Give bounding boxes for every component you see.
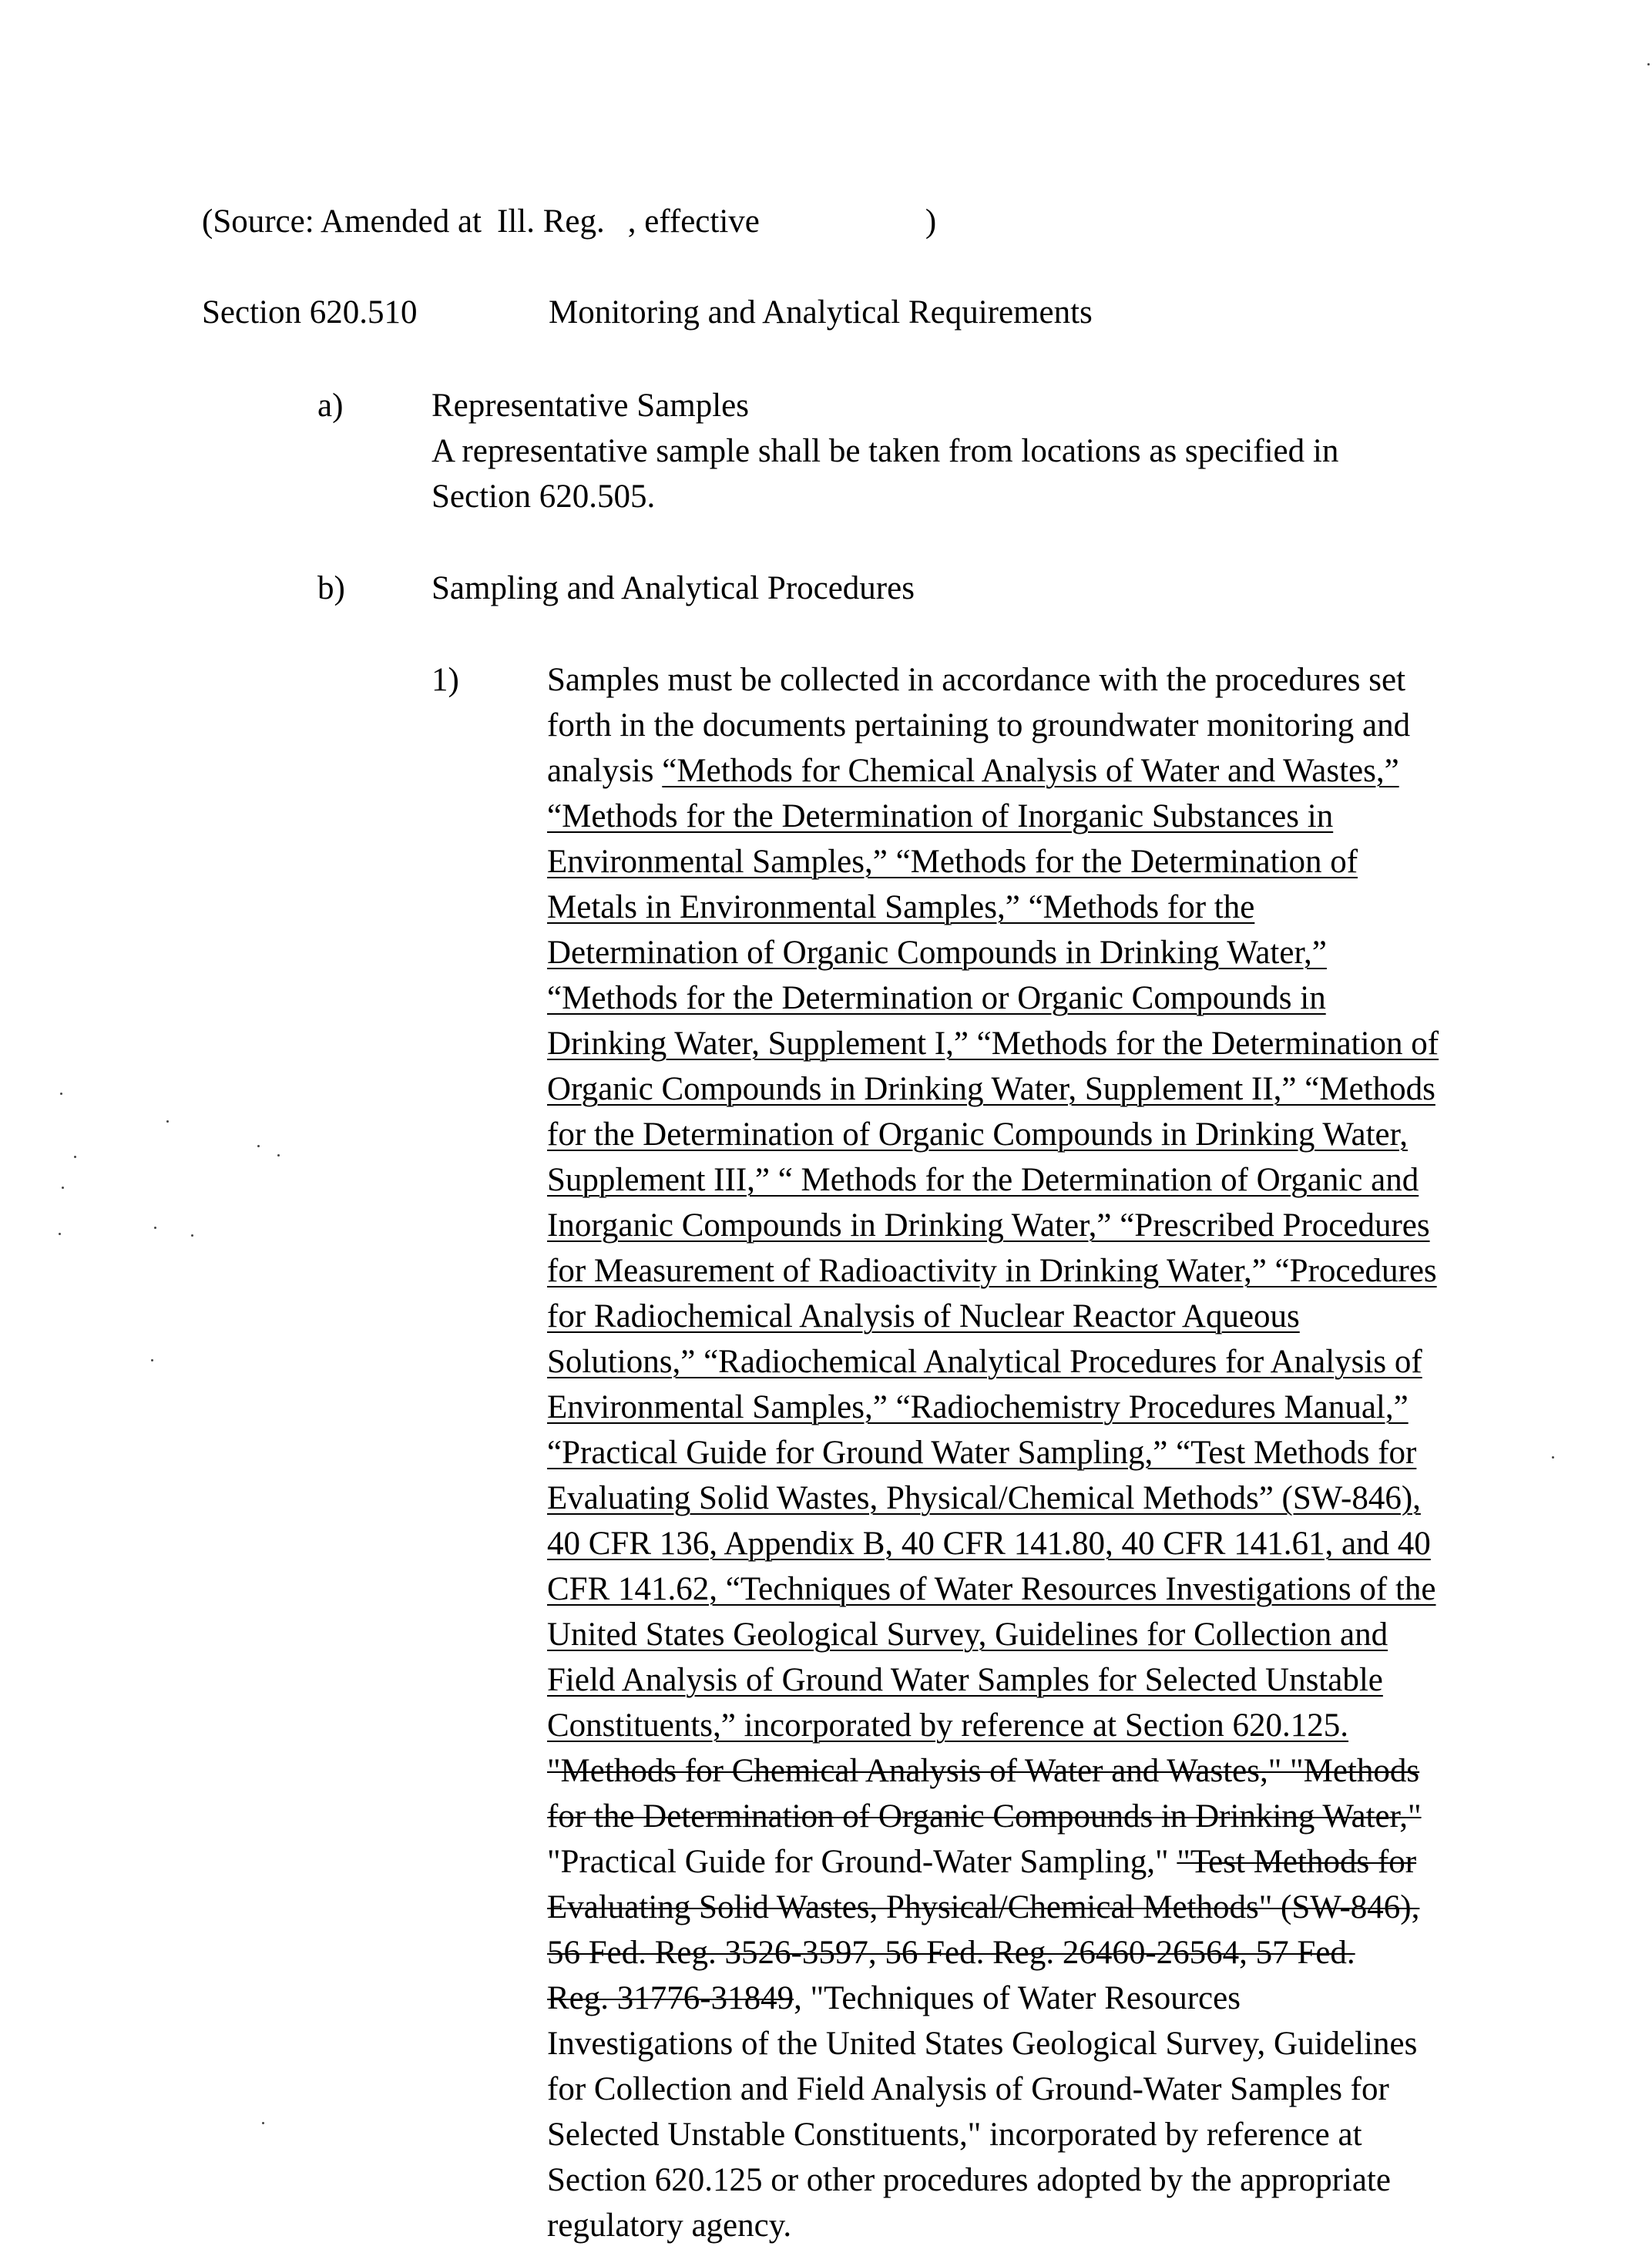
subitem-1-body [547,657,1626,2248]
inserted-text: Inorganic Compounds in Drinking Water,” “Prescribed Procedures [547,1207,1430,1244]
source-note [202,199,936,244]
body-text: "Practical Guide for Ground-Water Sampling," [547,1844,1177,1880]
inserted-text: 40 CFR 136, Appendix B, 40 CFR 141.80, 40 CFR 141.61, and 40 [547,1526,1431,1562]
body-line [547,703,1626,748]
scan-speck [74,1156,76,1158]
body-line [547,930,1626,975]
body-line [547,1976,1626,2021]
body-line [547,657,1626,703]
scan-speck [59,1233,61,1235]
scan-speck [1647,63,1650,65]
section-title: Monitoring and Analytical Requirements [549,294,1093,331]
body-text: regulatory agency. [547,2207,792,2244]
deleted-text: Reg. 31776-31849 [547,1980,794,2016]
subitem-1-label: 1) [431,662,459,698]
body-text: Samples must be collected in accordance with the procedures set [547,662,1406,698]
inserted-text: Evaluating Solid Wastes, Physical/Chemical Methods” (SW-846), [547,1480,1421,1516]
inserted-text: “Methods for the Determination of Inorganic Substances in [547,798,1334,834]
item-a-title: Representative Samples [431,388,749,424]
scan-speck [60,1093,62,1095]
body-line [547,1612,1626,1657]
body-line [547,1475,1626,1521]
inserted-text: Determination of Organic Compounds in Drinking Water,” [547,935,1327,971]
body-line [547,1294,1626,1339]
deleted-text: for the Determination of Organic Compounds in Drinking Water," [547,1798,1422,1835]
item-a-text-line: A representative sample shall be taken from locations as specified in [431,433,1339,469]
inserted-text: Constituents,” incorporated by reference at Section 620.125. [547,1707,1349,1744]
body-line [547,1021,1626,1066]
body-line [547,1566,1626,1612]
body-line [547,1066,1626,1112]
body-text: , "Techniques of Water Resources [794,1980,1241,2016]
body-line [547,839,1626,885]
inserted-text: Drinking Water, Supplement I,” “Methods for the Determination of [547,1026,1439,1062]
body-text: Selected Unstable Constituents," incorporated by reference at [547,2117,1362,2153]
body-line [547,1339,1626,1385]
body-text: forth in the documents pertaining to groundwater monitoring and [547,707,1411,744]
body-line [547,1794,1626,1839]
scan-speck [257,1145,260,1147]
body-line [547,748,1626,794]
inserted-text: Metals in Environmental Samples,” “Methods for the [547,889,1255,925]
body-line [547,794,1626,839]
body-line [547,2021,1626,2066]
body-line [547,1748,1626,1794]
body-line [547,1385,1626,1430]
item-b-label: b) [317,570,345,606]
scan-speck [1552,1456,1554,1459]
body-line [547,2066,1626,2112]
inserted-text: CFR 141.62, “Techniques of Water Resources Investigations of the [547,1571,1436,1607]
item-a-label: a) [317,388,344,424]
body-line [547,1885,1626,1930]
scan-speck [191,1234,193,1237]
body-line [547,975,1626,1021]
scan-speck [154,1227,156,1229]
body-text: analysis [547,753,663,789]
inserted-text: Supplement III,” “ Methods for the Determination of Organic and [547,1162,1419,1198]
body-line [547,1203,1626,1248]
inserted-text: Environmental Samples,” “Radiochemistry Procedures Manual,” [547,1389,1409,1425]
body-line [547,1839,1626,1885]
body-line [547,2157,1626,2203]
scan-speck [62,1187,64,1189]
inserted-text: for Radiochemical Analysis of Nuclear Reactor Aqueous [547,1298,1300,1334]
item-b-title: Sampling and Analytical Procedures [431,570,915,606]
body-text: for Collection and Field Analysis of Ground-Water Samples for [547,2071,1389,2107]
inserted-text: Organic Compounds in Drinking Water, Supplement II,” “Methods [547,1071,1435,1107]
body-text: Section 620.125 or other procedures adopted by the appropriate [547,2162,1391,2198]
body-line [547,1248,1626,1294]
body-line [547,1703,1626,1748]
item-a-block [431,383,1603,519]
inserted-text: Field Analysis of Ground Water Samples for Selected Unstable [547,1662,1383,1698]
body-line [547,885,1626,930]
inserted-text: “Practical Guide for Ground Water Sampling,” “Test Methods for [547,1435,1417,1471]
source-effective: , effective [627,203,760,240]
body-line [547,1521,1626,1566]
body-line [547,1930,1626,1976]
body-line [547,2203,1626,2248]
scan-speck [151,1359,153,1361]
inserted-text: for Measurement of Radioactivity in Drinking Water,” “Procedures [547,1253,1437,1289]
deleted-text: Evaluating Solid Wastes, Physical/Chemical Methods" (SW-846), [547,1889,1420,1925]
body-line [547,1430,1626,1475]
body-line [547,1657,1626,1703]
source-reg: Ill. Reg. [497,203,605,240]
inserted-text: Solutions,” “Radiochemical Analytical Procedures for Analysis of [547,1344,1422,1380]
section-number: Section 620.510 [202,294,418,331]
inserted-text: United States Geological Survey, Guidelines for Collection and [547,1616,1388,1653]
inserted-text: for the Determination of Organic Compounds in Drinking Water, [547,1116,1408,1153]
scan-speck [277,1154,280,1157]
deleted-text: 56 Fed. Reg. 3526-3597, 56 Fed. Reg. 26460-26564, 57 Fed. [547,1935,1355,1971]
body-line [547,1112,1626,1157]
body-text: Investigations of the United States Geological Survey, Guidelines [547,2026,1418,2062]
scan-speck [262,2122,264,2124]
inserted-text: Environmental Samples,” “Methods for the Determination of [547,844,1358,880]
deleted-text: "Methods for Chemical Analysis of Water and Wastes," "Methods [547,1753,1420,1789]
deleted-text: "Test Methods for [1177,1844,1417,1880]
source-close: ) [925,203,937,240]
body-line [547,2112,1626,2157]
scan-speck [166,1120,169,1123]
item-a-text-line: Section 620.505. [431,478,656,515]
inserted-text: “Methods for Chemical Analysis of Water and Wastes,” [662,753,1399,789]
body-line [547,1157,1626,1203]
source-prefix: (Source: Amended at [202,203,482,240]
inserted-text: “Methods for the Determination or Organic Compounds in [547,980,1326,1016]
